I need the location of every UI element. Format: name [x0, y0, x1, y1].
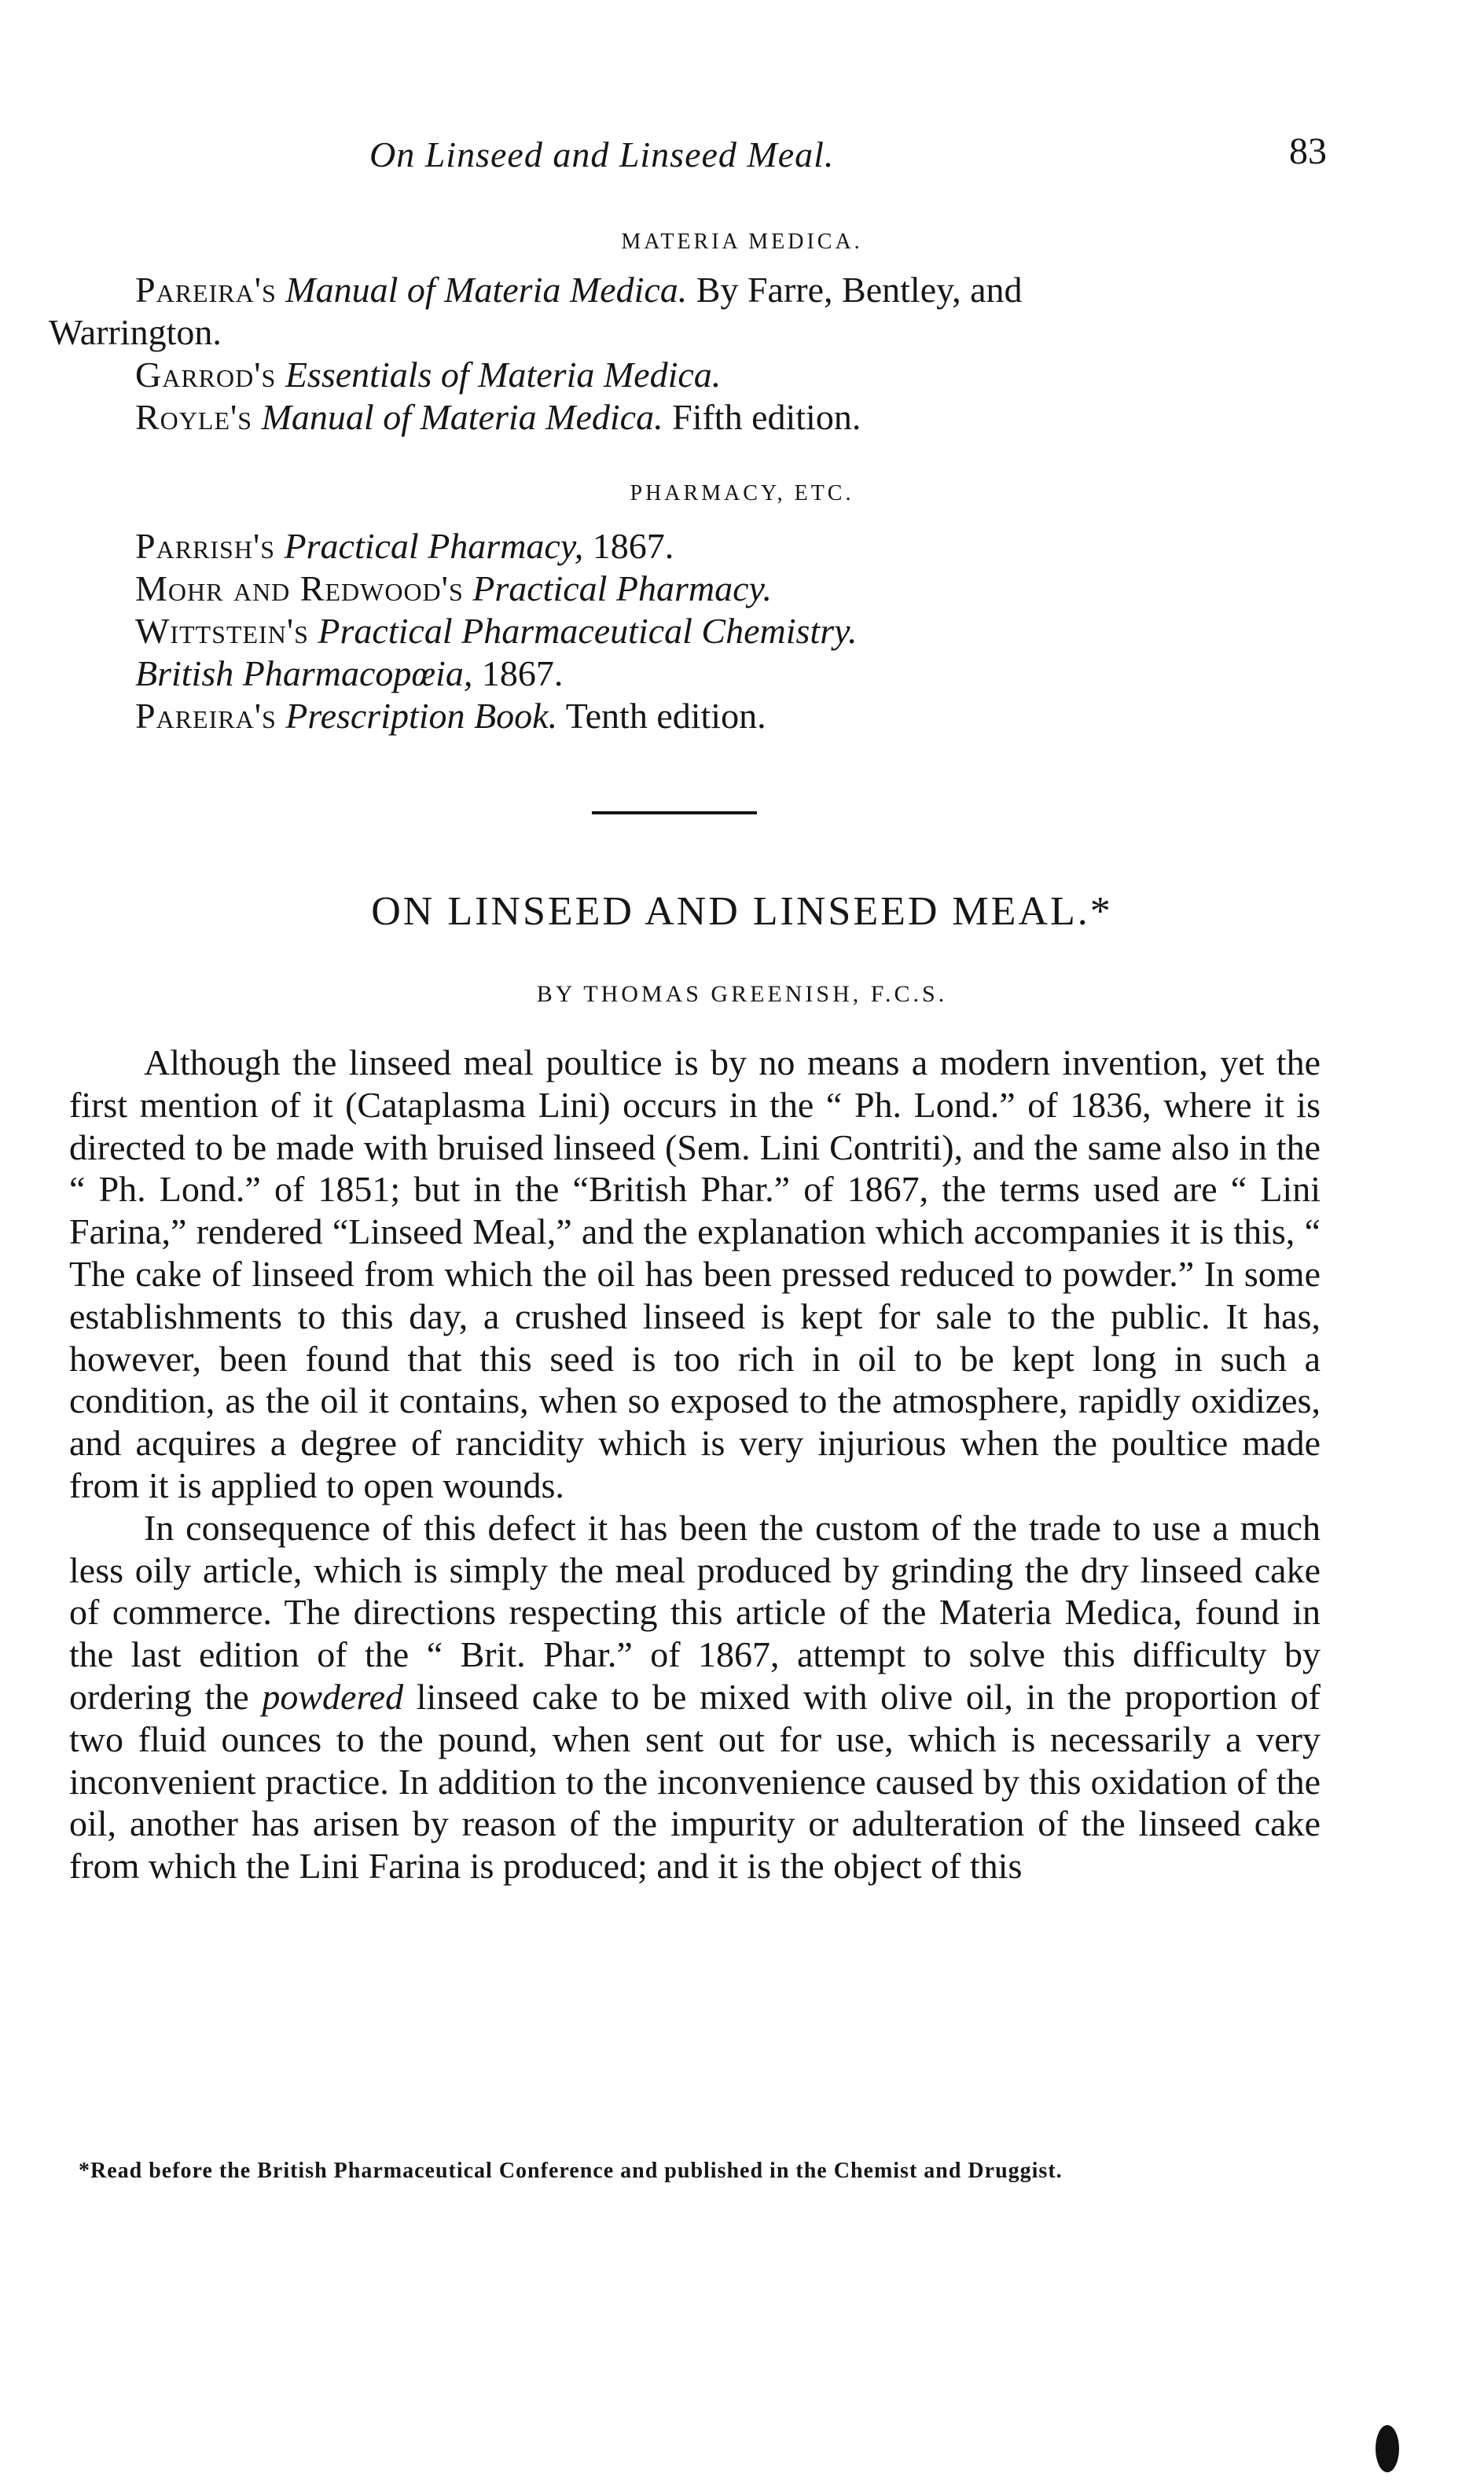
bib-author: Royle's: [135, 397, 253, 437]
section-heading-materia-medica: MATERIA MEDICA.: [621, 230, 863, 254]
bib-entry: [49, 396, 1354, 439]
bib-title: Prescription Book.: [285, 696, 558, 736]
bib-entry: [49, 695, 1354, 737]
bib-entry: [49, 652, 1354, 695]
article-byline: BY THOMAS GREENISH, F.C.S.: [536, 981, 948, 1007]
paragraph-2-emphasis: powdered: [262, 1676, 404, 1717]
bib-entry: [49, 525, 1354, 568]
running-title: On Linseed and Linseed Meal.: [369, 134, 835, 175]
bib-entry: [49, 568, 1354, 610]
bib-rest: 1867.: [472, 653, 564, 693]
bib-title: Manual of Materia Medica.: [285, 270, 688, 310]
bib-author: Mohr and Redwood's: [135, 568, 464, 608]
article-body: [69, 1042, 1321, 1887]
bib-rest: 1867.: [583, 526, 674, 566]
bib-entry: [49, 354, 1354, 396]
bib-author: Garrod's: [135, 355, 277, 395]
body-paragraph-2: [69, 1507, 1321, 1887]
bib-author: Pareira's: [135, 696, 277, 736]
page-number: 83: [1289, 130, 1327, 172]
bib-title: Manual of Materia Medica.: [261, 397, 663, 437]
materia-medica-list: [49, 269, 1354, 439]
bib-entry-continuation: Warrington.: [49, 312, 222, 352]
footnote: *Read before the British Pharmaceutical Conference and published in the Chemist and Druggist.: [79, 2159, 1063, 2183]
article-title: ON LINSEED AND LINSEED MEAL.*: [371, 889, 1113, 934]
bib-title: Practical Pharmacy,: [284, 526, 584, 566]
section-divider-rule: [592, 811, 757, 814]
body-paragraph-1: Although the linseed meal poultice is by no means a modern invention, yet the first mention of it (Cataplasma Lini) occurs in the “ Ph. Lond.” of 1836, where it is directed to be made with bruised linseed (Sem. Lini Contriti), and the same also in the “ Ph. Lond.” of 1851; but in the “British Phar.” of 1867, the terms used are “ Lini Farina,” rendered “Linseed Meal,” and the explanation which accompanies it is this, “ The cake of linseed from which the oil has been pressed reduced to powder.” In some establishments to this day, a crushed linseed is kept for sale to the public. It has, however, been found that this seed is too rich in oil to be kept long in such a condition, as the oil it contains, when so exposed to the atmosphere, rapidly oxidizes, and acquires a degree of rancidity which is very injurious when the poultice made from it is applied to open wounds.: [69, 1042, 1321, 1505]
bib-author: Pareira's: [135, 270, 277, 310]
paragraph-2-text-a: In consequence of this defect it has been the custom of the trade to use a much less oily article, which is simply the meal produced by grinding the dry linseed cake of commerce. The directions respecting this article of the Materia Medica, found in the last edition of the “ Brit. Phar.” of 1867, attempt to solve this difficulty by ordering the: [69, 1507, 1321, 1717]
ink-blot: [1376, 2425, 1399, 2472]
bib-author: Wittstein's: [135, 611, 309, 651]
bib-title: British Pharmacopœia,: [135, 653, 473, 693]
bib-entry: [49, 610, 1354, 652]
bib-rest: Fifth edition.: [663, 397, 861, 437]
section-heading-pharmacy: PHARMACY, ETC.: [630, 481, 854, 505]
pharmacy-list: [49, 525, 1354, 737]
paragraph-2-text-b: linseed cake to be mixed with olive oil, in the proportion of two fluid ounces to the pound, when sent out for use, which is necessarily a very inconvenient practice. In addition to the inconvenience caused by this oxidation of the oil, another has arisen by reason of the impurity or adulteration of the linseed cake from which the Lini Farina is produced; and it is the object of this: [69, 1676, 1321, 1887]
bib-rest: Tenth edition.: [557, 696, 766, 736]
bib-author: Parrish's: [135, 526, 276, 566]
bib-entry: [49, 269, 1354, 311]
bib-title: Essentials of Materia Medica.: [285, 355, 722, 395]
bib-title: Practical Pharmaceutical Chemistry.: [318, 611, 858, 651]
bib-rest: By Farre, Bentley, and: [687, 270, 1023, 310]
bib-title: Practical Pharmacy.: [472, 568, 772, 608]
